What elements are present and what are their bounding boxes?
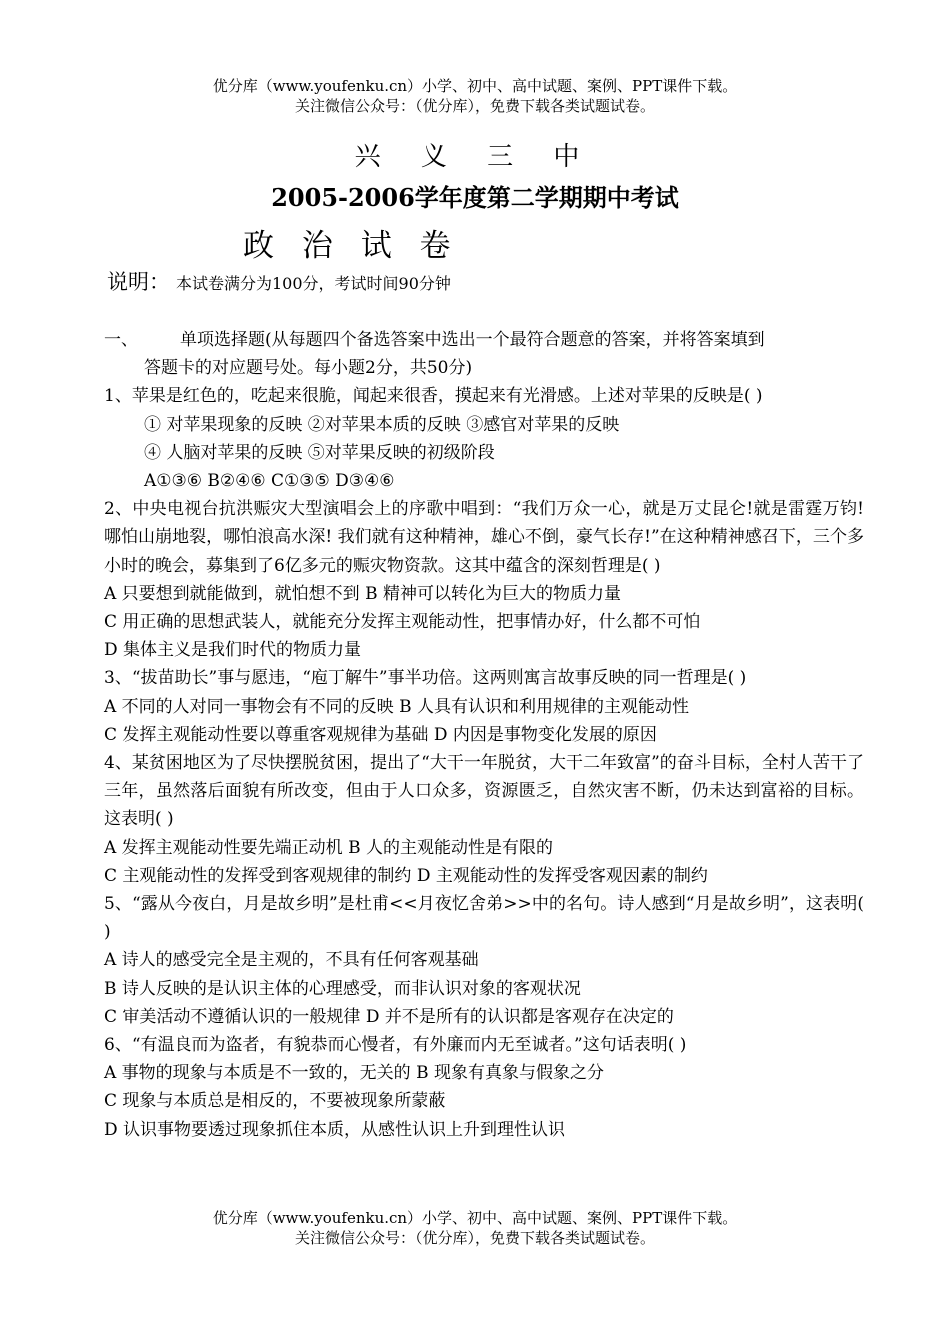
school-name: 兴 义 三 中 (354, 142, 596, 172)
exam-title: 2005-2006学年度第二学期期中考试 (271, 183, 679, 212)
section-title-cont: 答题卡的对应题号处。每小题2分，共50分) (144, 358, 473, 379)
question-4-stem: 4、某贫困地区为了尽快摆脱贫困，提出了“大干一年脱贫，大干二年致富”的奋斗目标，全村人苦干了三年，虽然落后面貌有所改变，但由于人口众多，资源匮乏，自然灾害不断，仍未达到富裕的目标。这表明( ) (104, 753, 864, 830)
question-4-option-cd: C 主观能动性的发挥受到客观规律的制约 D 主观能动性的发挥受客观因素的制约 (104, 865, 708, 886)
page-header (0, 76, 950, 116)
footer-line-2: 关注微信公众号：（优分库），免费下载各类试题试卷。 (294, 1229, 655, 1247)
question-1-items-2: ④ 人脑对苹果的反映 ⑤对苹果反映的初级阶段 (144, 442, 495, 463)
question-5-option-b: B 诗人反映的是认识主体的心理感受，而非认识对象的客观状况 (104, 978, 581, 999)
question-6-option-ab: A 事物的现象与本质是不一致的，无关的 B 现象有真象与假象之分 (104, 1063, 604, 1084)
question-2-stem: 2、中央电视台抗洪赈灾大型演唱会上的序歌中唱到：“我们万众一心，就是万丈昆仑!就是雷霆万钧! 哪怕山崩地裂，哪怕浪高水深! 我们就有这种精神，雄心不倒，豪气长存!”在这种精神感召下，三个多小时的晚会，募集到了6亿多元的赈灾物资款。这其中蕴含的深刻哲理是( ) (104, 499, 864, 576)
section-title: 单项选择题(从每题四个备选答案中选出一个最符合题意的答案，并将答案填到 (180, 330, 765, 350)
question-3-stem: 3、“拔苗助长”事与愿违，“庖丁解牛”事半功倍。这两则寓言故事反映的同一哲理是( ) (104, 668, 747, 689)
page-footer (0, 1208, 950, 1248)
question-2-option-ab: A 只要想到就能做到，就怕想不到 B 精神可以转化为巨大的物质力量 (104, 583, 621, 604)
question-3-option-ab: A 不同的人对同一事物会有不同的反映 B 人具有认识和利用规律的主观能动性 (104, 696, 689, 717)
question-3-option-cd: C 发挥主观能动性要以尊重客观规律为基础 D 内因是事物变化发展的原因 (104, 724, 657, 745)
question-5-stem: 5、“露从今夜白，月是故乡明”是杜甫<<月夜忆舍弟>>中的名句。诗人感到“月是故乡明”，这表明( ) (104, 894, 864, 943)
question-6-option-c: C 现象与本质总是相反的，不要被现象所蒙蔽 (104, 1091, 446, 1112)
subject-title: 政 治 试 卷 (243, 228, 460, 264)
exam-content (104, 326, 864, 1144)
question-6-stem: 6、“有温良而为盗者，有貌恭而心慢者，有外廉而内无至诚者。”这句话表明( ) (104, 1035, 687, 1056)
header-line-2: 关注微信公众号：（优分库），免费下载各类试题试卷。 (294, 97, 655, 115)
question-5-option-cd: C 审美活动不遵循认识的一般规律 D 并不是所有的认识都是客观存在决定的 (104, 1006, 674, 1027)
header-line-1: 优分库（www.youfenku.cn）小学、初中、高中试题、案例、PPT课件下载。 (212, 77, 738, 95)
section-number: 一、 (104, 330, 138, 350)
question-5-option-a: A 诗人的感受完全是主观的，不具有任何客观基础 (104, 950, 479, 971)
question-1-items-1: ① 对苹果现象的反映 ②对苹果本质的反映 ③感官对苹果的反映 (144, 414, 620, 435)
note-text: 本试卷满分为100分，考试时间90分钟 (176, 274, 451, 293)
question-1-stem: 1、苹果是红色的，吃起来很脆，闻起来很香，摸起来有光滑感。上述对苹果的反映是( ) (104, 386, 763, 407)
exam-note (107, 266, 451, 296)
question-6-option-d: D 认识事物要透过现象抓住本质，从感性认识上升到理性认识 (104, 1119, 566, 1140)
footer-line-1: 优分库（www.youfenku.cn）小学、初中、高中试题、案例、PPT课件下载。 (212, 1209, 738, 1227)
question-4-option-ab: A 发挥主观能动性要先端正动机 B 人的主观能动性是有限的 (104, 837, 553, 858)
question-2-option-c: C 用正确的思想武装人，就能充分发挥主观能动性，把事情办好，什么都不可怕 (104, 612, 701, 633)
question-1-options: A①③⑥ B②④⑥ C①③⑤ D③④⑥ (144, 471, 395, 492)
note-label: 说明： (107, 270, 170, 294)
question-2-option-d: D 集体主义是我们时代的物质力量 (104, 640, 362, 661)
section-heading (104, 326, 864, 354)
